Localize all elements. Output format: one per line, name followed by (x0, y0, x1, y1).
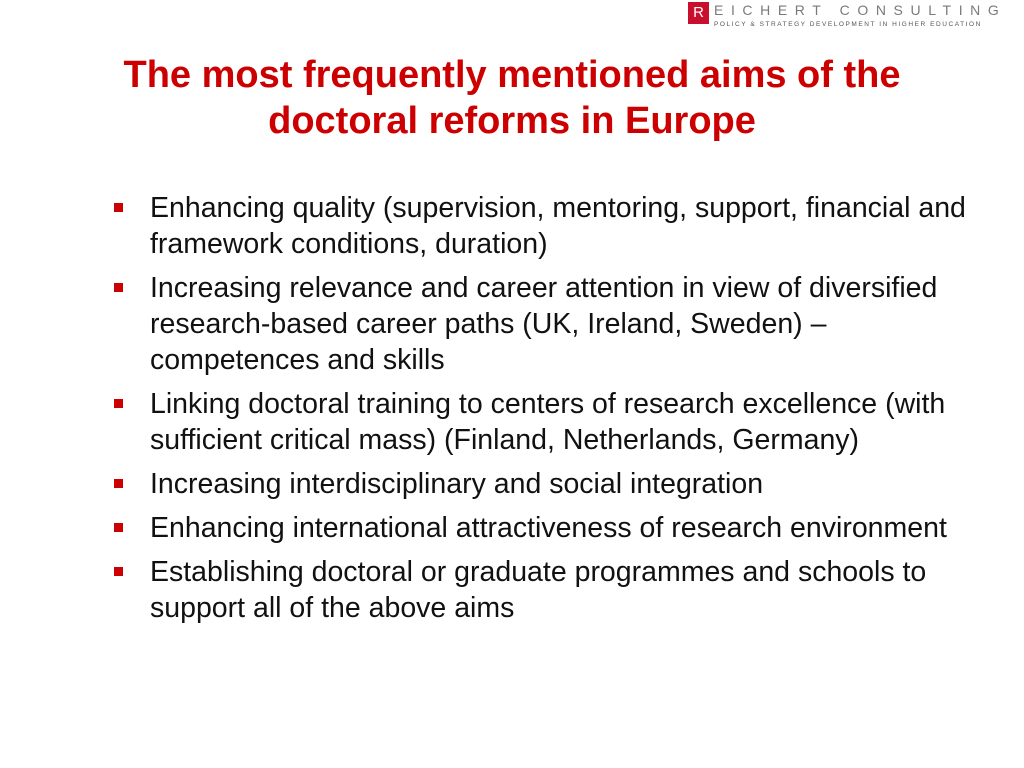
square-bullet-icon (114, 523, 123, 532)
reichert-consulting-logo (688, 2, 1018, 32)
bullet-text: Enhancing international attractiveness of research environment (150, 512, 947, 544)
bullet-text: Establishing doctoral or graduate programmes and schools to support all of the above aims (150, 556, 927, 624)
logo-wordmark: EICHERT CONSULTING (714, 2, 1007, 18)
bullet-list (114, 190, 974, 634)
bullet-item (114, 386, 974, 458)
bullet-text: Increasing interdisciplinary and social integration (150, 468, 764, 500)
square-bullet-icon (114, 203, 123, 212)
slide-title: The most frequently mentioned aims of the doctoral reforms in Europe (123, 54, 901, 142)
square-bullet-icon (114, 283, 123, 292)
square-bullet-icon (114, 399, 123, 408)
bullet-item (114, 190, 974, 262)
bullet-text: Increasing relevance and career attention in view of diversified research-based career paths (UK, Ireland, Sweden) – competences and skills (150, 272, 938, 376)
square-bullet-icon (114, 479, 123, 488)
bullet-item (114, 554, 974, 626)
logo-initial-box: R (688, 2, 709, 24)
square-bullet-icon (114, 567, 123, 576)
bullet-text: Linking doctoral training to centers of research excellence (with sufficient critical mass) (Finland, Netherlands, Germany) (150, 388, 946, 456)
bullet-item (114, 510, 974, 546)
bullet-item (114, 270, 974, 378)
logo-tagline: POLICY & STRATEGY DEVELOPMENT IN HIGHER EDUCATION (714, 21, 982, 28)
bullet-item (114, 466, 974, 502)
bullet-text: Enhancing quality (supervision, mentoring, support, financial and framework conditions, duration) (150, 192, 966, 260)
